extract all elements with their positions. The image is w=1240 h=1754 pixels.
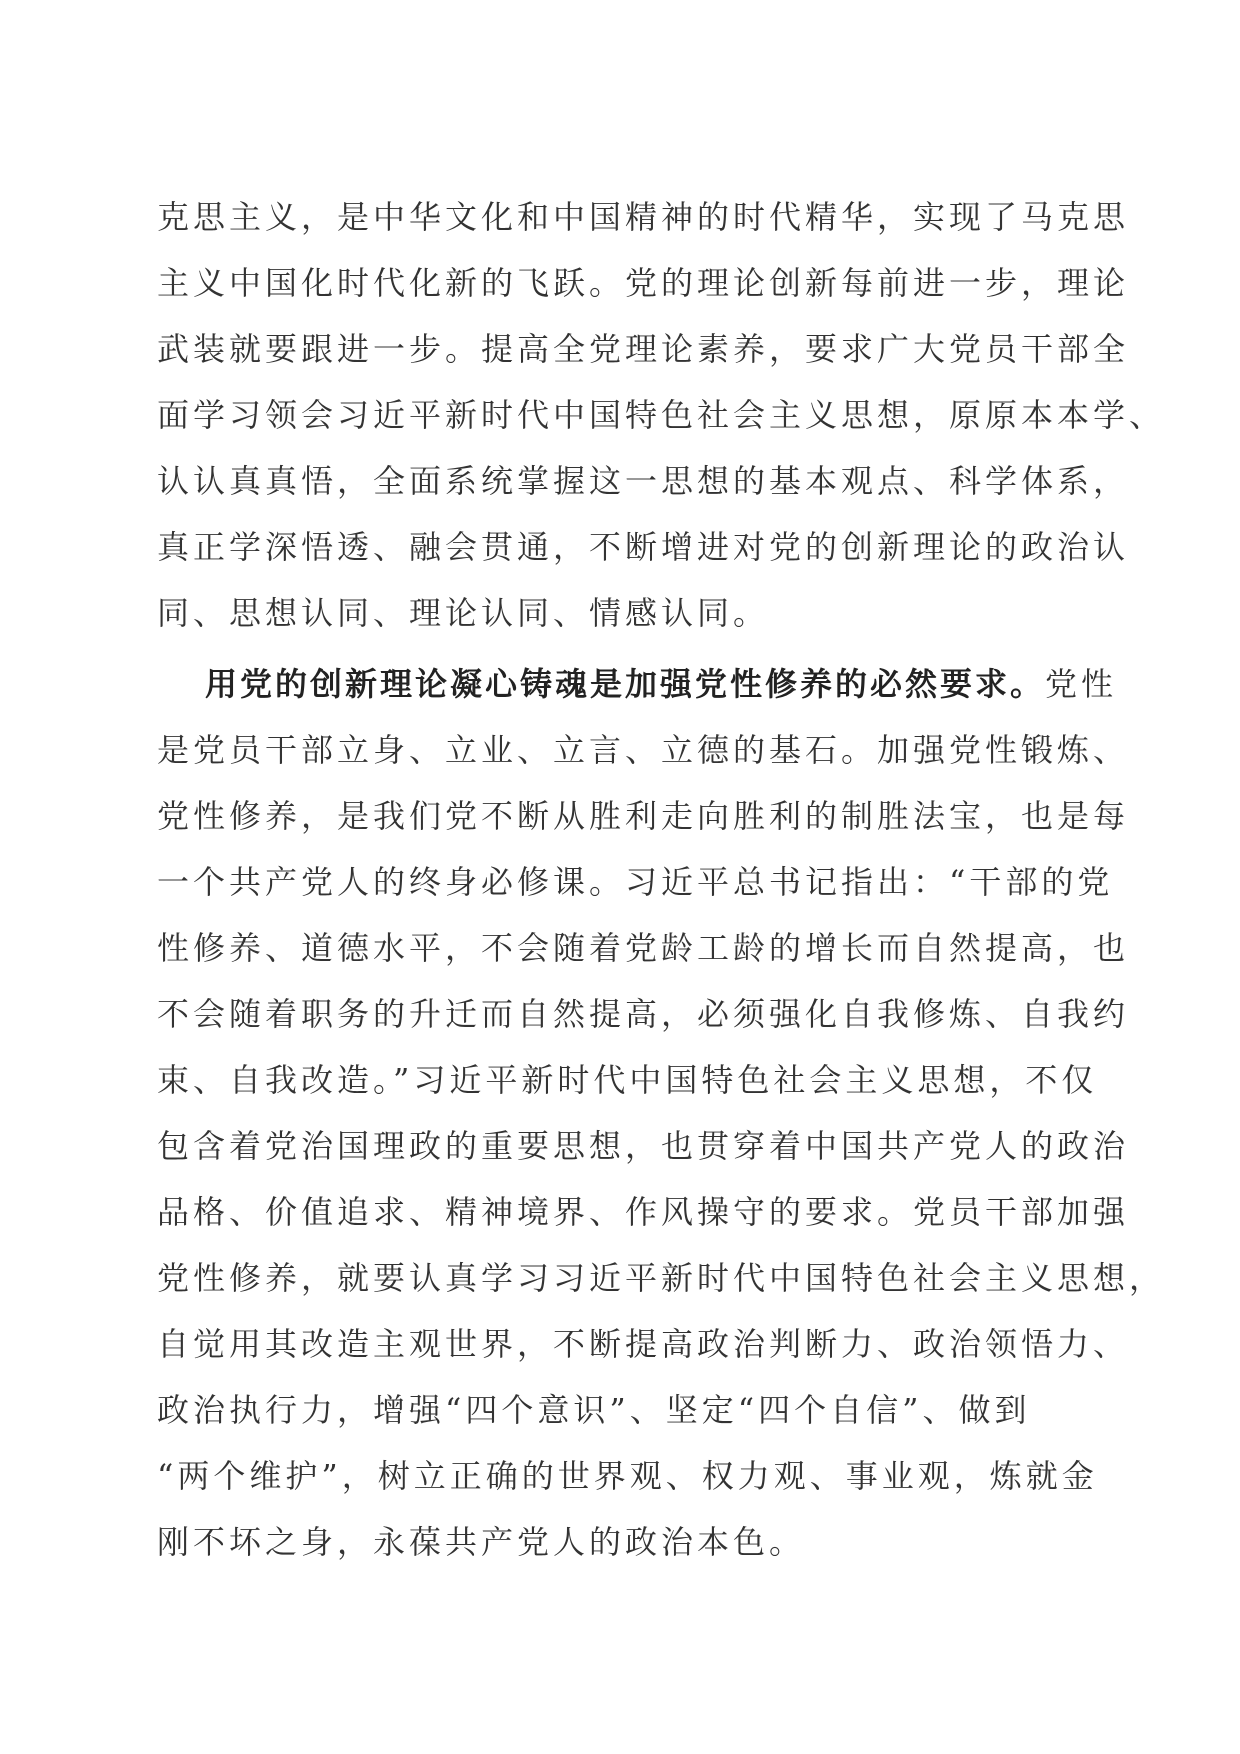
paragraph-line: 主义中国化时代化新的飞跃。党的理论创新每前进一步，理论 bbox=[157, 264, 1130, 302]
paragraph-1 bbox=[157, 184, 1166, 646]
paragraph-line: 真正学深悟透、融会贯通，不断增进对党的创新理论的政治认 bbox=[157, 528, 1130, 566]
paragraph-line: 同、思想认同、理论认同、情感认同。 bbox=[157, 594, 770, 632]
paragraph-line: 包含着党治国理政的重要思想，也贯穿着中国共产党人的政治 bbox=[157, 1127, 1130, 1165]
paragraph-line: 认认真真悟，全面系统掌握这一思想的基本观点、科学体系， bbox=[157, 462, 1130, 500]
bold-heading-sentence: 用党的创新理论凝心铸魂是加强党性修养的必然要求。 bbox=[205, 665, 1046, 703]
paragraph-line: 不会随着职务的升迁而自然提高，必须强化自我修炼、自我约 bbox=[157, 995, 1130, 1033]
paragraph-line: 自觉用其改造主观世界，不断提高政治判断力、政治领悟力、 bbox=[157, 1325, 1130, 1363]
paragraph-line: 性修养、道德水平，不会随着党龄工龄的增长而自然提高，也 bbox=[157, 929, 1130, 967]
paragraph-line: 一个共产党人的终身必修课。习近平总书记指出：“干部的党 bbox=[157, 863, 1114, 901]
paragraph-first-line bbox=[157, 651, 1118, 717]
paragraph-line: 克思主义，是中华文化和中国精神的时代精华，实现了马克思 bbox=[157, 198, 1130, 236]
paragraph-line: 是党员干部立身、立业、立言、立德的基石。加强党性锻炼、 bbox=[157, 731, 1130, 769]
paragraph-line: 品格、价值追求、精神境界、作风操守的要求。党员干部加强 bbox=[157, 1193, 1130, 1231]
paragraph-line: “两个维护”，树立正确的世界观、权力观、事业观，炼就金 bbox=[157, 1457, 1098, 1495]
paragraph-line: 党性修养，就要认真学习习近平新时代中国特色社会主义思想， bbox=[157, 1259, 1166, 1297]
paragraph-line: 束、自我改造。”习近平新时代中国特色社会主义思想，不仅 bbox=[157, 1061, 1098, 1099]
paragraph-line: 面学习领会习近平新时代中国特色社会主义思想，原原本本学、 bbox=[157, 396, 1166, 434]
paragraph-line: 武装就要跟进一步。提高全党理论素养，要求广大党员干部全 bbox=[157, 330, 1130, 368]
paragraph-2 bbox=[157, 651, 1166, 1575]
paragraph-line: 党性修养，是我们党不断从胜利走向胜利的制胜法宝，也是每 bbox=[157, 797, 1130, 835]
first-line-continuation: 党性 bbox=[1045, 665, 1118, 703]
paragraph-line: 政治执行力，增强“四个意识”、坚定“四个自信”、做到 bbox=[157, 1391, 1031, 1429]
paragraph-line: 刚不坏之身，永葆共产党人的政治本色。 bbox=[157, 1523, 806, 1561]
